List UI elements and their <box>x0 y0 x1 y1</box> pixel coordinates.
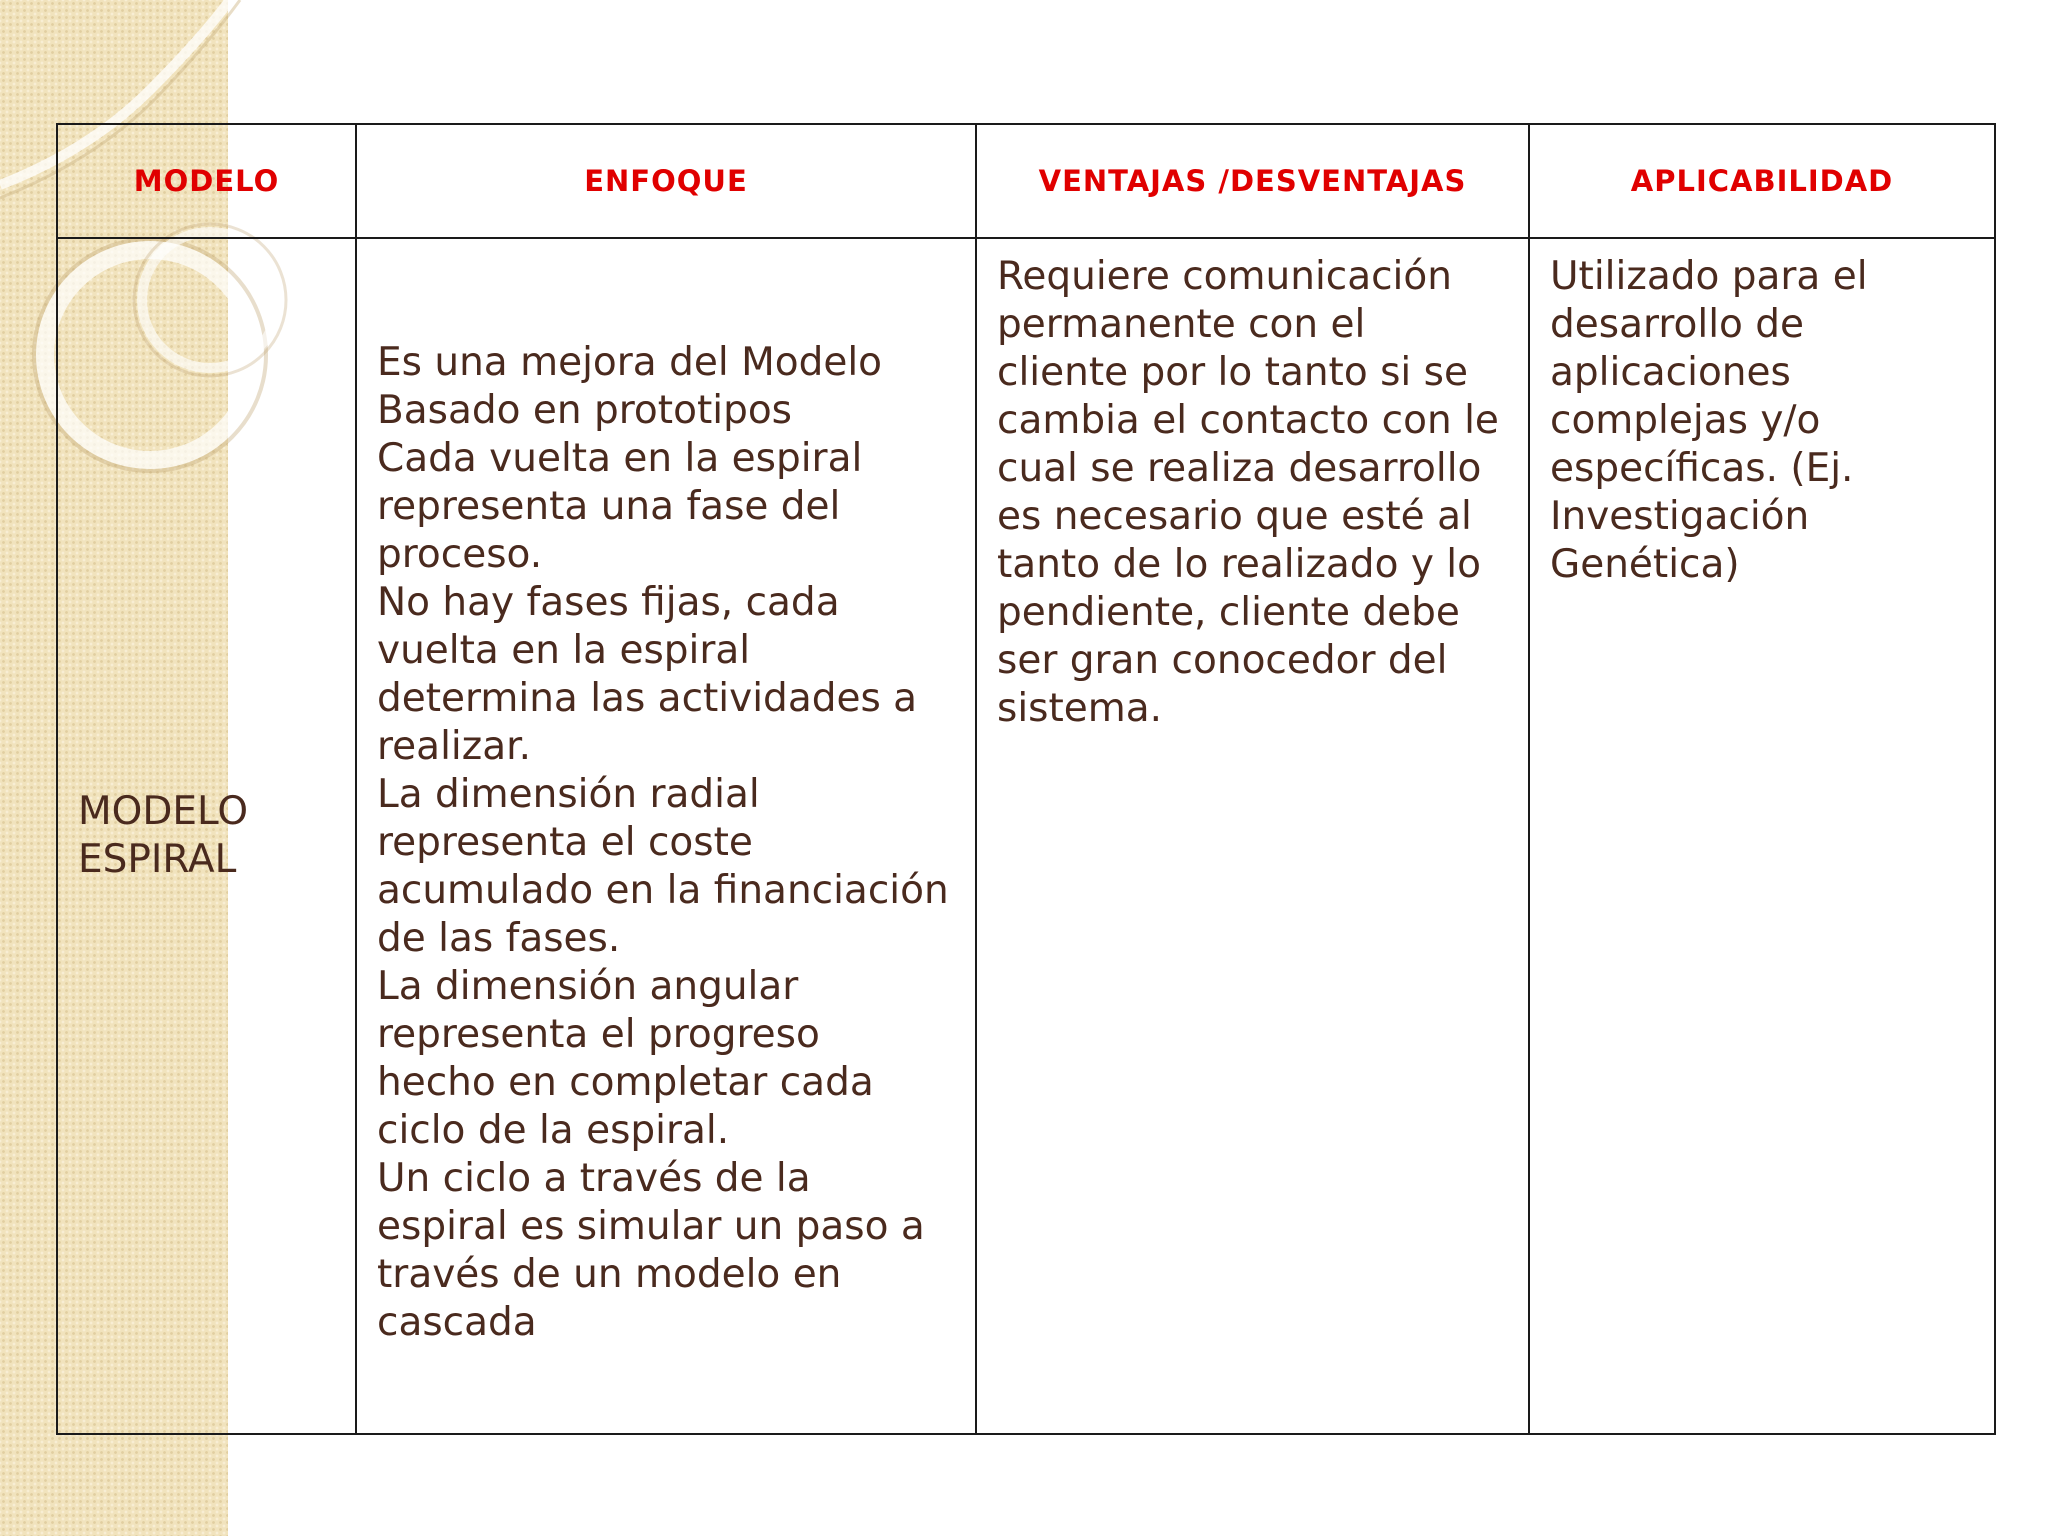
ventajas-line: es necesario que esté al <box>997 494 1472 539</box>
ventajas-line: cliente por lo tanto si se <box>997 350 1468 395</box>
enfoque-line: ciclo de la espiral. <box>377 1108 730 1153</box>
aplicabilidad-line: específicas. (Ej. <box>1550 446 1854 491</box>
enfoque-line: La dimensión angular <box>377 964 799 1009</box>
cell-aplicabilidad <box>1529 238 1995 1434</box>
aplicabilidad-line: Genética) <box>1550 542 1740 587</box>
ventajas-line: pendiente, cliente debe <box>997 590 1460 635</box>
enfoque-line: representa el coste <box>377 820 753 865</box>
header-enfoque: ENFOQUE <box>356 124 976 238</box>
enfoque-line: proceso. <box>377 532 543 577</box>
ventajas-line: sistema. <box>997 686 1163 731</box>
models-table <box>56 123 1996 1435</box>
enfoque-line: Basado en prototipos <box>377 388 793 433</box>
enfoque-text <box>357 239 975 1347</box>
enfoque-line: cascada <box>377 1300 537 1345</box>
header-row <box>57 124 1995 238</box>
aplicabilidad-text <box>1530 239 1994 589</box>
table-row <box>57 238 1995 1434</box>
enfoque-line: espiral es simular un paso a <box>377 1204 925 1249</box>
header-modelo: MODELO <box>57 124 356 238</box>
ventajas-line: tanto de lo realizado y lo <box>997 542 1481 587</box>
enfoque-line: No hay fases fijas, cada <box>377 580 840 625</box>
enfoque-line: Cada vuelta en la espiral <box>377 436 863 481</box>
enfoque-line: representa el progreso <box>377 1012 820 1057</box>
cell-ventajas-desventajas <box>976 238 1529 1434</box>
ventajas-line: cual se realiza desarrollo <box>997 446 1482 491</box>
enfoque-line: acumulado en la financiación <box>377 868 949 913</box>
enfoque-line: vuelta en la espiral <box>377 628 751 673</box>
ventajas-text <box>977 239 1528 733</box>
ventajas-line: permanente con el <box>997 302 1366 347</box>
header-aplicabilidad: APLICABILIDAD <box>1529 124 1995 238</box>
modelo-line: ESPIRAL <box>78 837 237 882</box>
enfoque-line: Un ciclo a través de la <box>377 1156 811 1201</box>
header-ventajas-desventajas: VENTAJAS /DESVENTAJAS <box>976 124 1529 238</box>
enfoque-line: determina las actividades a <box>377 676 918 721</box>
enfoque-line: hecho en completar cada <box>377 1060 874 1105</box>
enfoque-line: través de un modelo en <box>377 1252 842 1297</box>
cell-modelo <box>57 238 356 1434</box>
modelo-text <box>78 788 355 884</box>
enfoque-line: Es una mejora del Modelo <box>377 340 883 385</box>
aplicabilidad-line: Utilizado para el <box>1550 254 1868 299</box>
aplicabilidad-line: Investigación <box>1550 494 1810 539</box>
aplicabilidad-line: desarrollo de <box>1550 302 1805 347</box>
cell-enfoque <box>356 238 976 1434</box>
enfoque-line: representa una fase del <box>377 484 841 529</box>
ventajas-line: ser gran conocedor del <box>997 638 1448 683</box>
ventajas-line: cambia el contacto con le <box>997 398 1499 443</box>
enfoque-line: La dimensión radial <box>377 772 760 817</box>
aplicabilidad-line: complejas y/o <box>1550 398 1821 443</box>
ventajas-line: Requiere comunicación <box>997 254 1452 299</box>
modelo-line: MODELO <box>78 789 249 834</box>
enfoque-line: realizar. <box>377 724 531 769</box>
enfoque-line: de las fases. <box>377 916 621 961</box>
aplicabilidad-line: aplicaciones <box>1550 350 1791 395</box>
